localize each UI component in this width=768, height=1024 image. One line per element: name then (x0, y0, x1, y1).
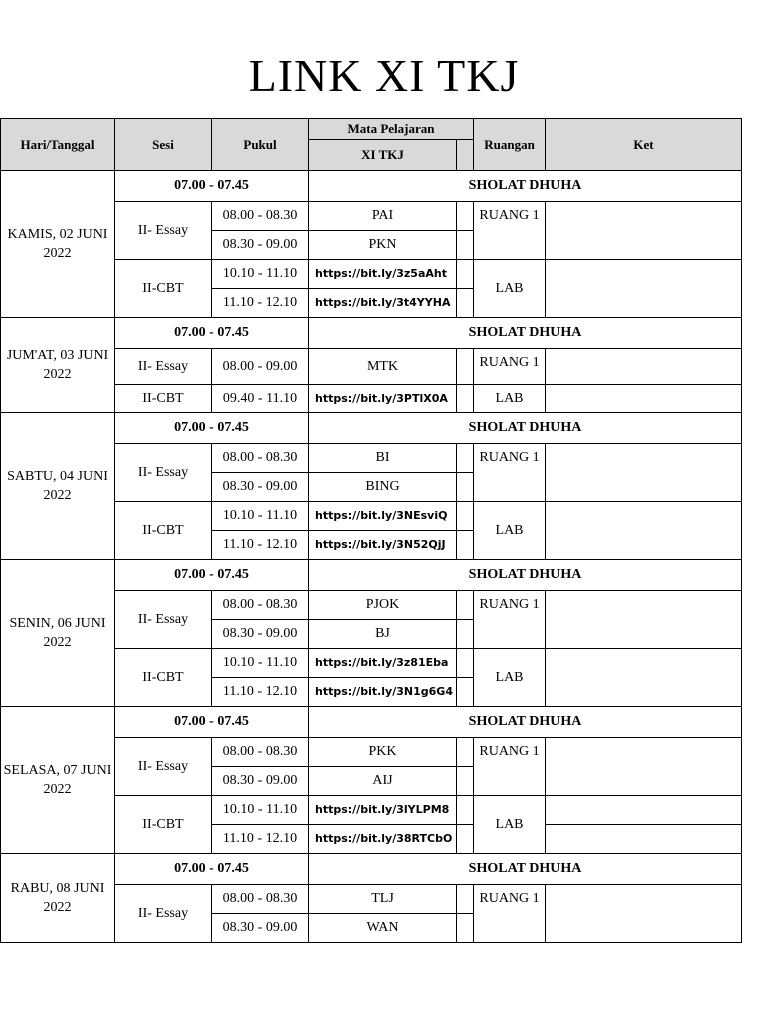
header-ruangan: Ruangan (474, 119, 546, 171)
day-label: SELASA, 07 JUNI 2022 (1, 707, 115, 854)
spacer-cell (457, 885, 474, 914)
dhuha-time: 07.00 - 07.45 (115, 413, 309, 444)
dhuha-time: 07.00 - 07.45 (115, 560, 309, 591)
session-time: 08.30 - 09.00 (212, 767, 309, 796)
subject: PKN (309, 231, 457, 260)
day-label: JUM'AT, 03 JUNI 2022 (1, 318, 115, 413)
spacer-cell (457, 649, 474, 678)
spacer-cell (457, 260, 474, 289)
spacer-cell (457, 531, 474, 560)
session-time: 08.00 - 08.30 (212, 444, 309, 473)
subject: WAN (309, 914, 457, 943)
ket-cell (546, 385, 742, 413)
spacer-cell (457, 591, 474, 620)
ket-cell (546, 825, 742, 854)
day-label: KAMIS, 02 JUNI 2022 (1, 171, 115, 318)
spacer-cell (457, 385, 474, 413)
spacer-cell (457, 444, 474, 473)
session-time: 10.10 - 11.10 (212, 796, 309, 825)
subject: PKK (309, 738, 457, 767)
session-time: 08.00 - 08.30 (212, 885, 309, 914)
session-time: 08.00 - 08.30 (212, 202, 309, 231)
subject: BING (309, 473, 457, 502)
schedule-table (0, 118, 742, 943)
ket-cell (546, 738, 742, 796)
header-ket: Ket (546, 119, 742, 171)
dhuha-activity: SHOLAT DHUHA (309, 707, 742, 738)
ket-cell (546, 649, 742, 707)
dhuha-activity: SHOLAT DHUHA (309, 171, 742, 202)
header-pukul: Pukul (212, 119, 309, 171)
ket-cell (546, 502, 742, 560)
session-time: 11.10 - 12.10 (212, 825, 309, 854)
room-cbt: LAB (474, 260, 546, 318)
page-title: LINK XI TKJ (248, 50, 520, 101)
sesi-essay: II- Essay (115, 738, 212, 796)
sesi-cbt: II-CBT (115, 502, 212, 560)
spacer-cell (457, 620, 474, 649)
ket-cell (546, 591, 742, 649)
session-time: 11.10 - 12.10 (212, 531, 309, 560)
session-time: 09.40 - 11.10 (212, 385, 309, 413)
spacer-cell (457, 914, 474, 943)
ket-cell (546, 885, 742, 943)
header-hari: Hari/Tanggal (1, 119, 115, 171)
session-time: 10.10 - 11.10 (212, 502, 309, 531)
header-spacer (457, 140, 474, 171)
spacer-cell (457, 349, 474, 385)
dhuha-time: 07.00 - 07.45 (115, 854, 309, 885)
room-cbt: LAB (474, 796, 546, 854)
session-time: 11.10 - 12.10 (212, 289, 309, 318)
exam-link[interactable]: https://bit.ly/38RTCbO (309, 825, 457, 854)
ket-cell (546, 349, 742, 385)
room-essay: RUANG 1 (474, 738, 546, 796)
room-essay: RUANG 1 (474, 591, 546, 649)
session-time: 11.10 - 12.10 (212, 678, 309, 707)
session-time: 08.30 - 09.00 (212, 620, 309, 649)
exam-link[interactable]: https://bit.ly/3t4YYHA (309, 289, 457, 318)
header-mapel: Mata Pelajaran (309, 119, 474, 140)
exam-link[interactable]: https://bit.ly/3N1g6G4 (309, 678, 457, 707)
sesi-essay: II- Essay (115, 444, 212, 502)
spacer-cell (457, 502, 474, 531)
room-essay: RUANG 1 (474, 444, 546, 502)
ket-cell (546, 260, 742, 318)
room-essay: RUANG 1 (474, 202, 546, 260)
session-time: 08.00 - 08.30 (212, 591, 309, 620)
session-time: 08.30 - 09.00 (212, 231, 309, 260)
session-time: 08.30 - 09.00 (212, 914, 309, 943)
subject: MTK (309, 349, 457, 385)
sesi-essay: II- Essay (115, 349, 212, 385)
dhuha-activity: SHOLAT DHUHA (309, 854, 742, 885)
day-label: RABU, 08 JUNI 2022 (1, 854, 115, 943)
spacer-cell (457, 473, 474, 502)
dhuha-activity: SHOLAT DHUHA (309, 318, 742, 349)
day-label: SABTU, 04 JUNI 2022 (1, 413, 115, 560)
dhuha-activity: SHOLAT DHUHA (309, 413, 742, 444)
spacer-cell (457, 796, 474, 825)
sesi-essay: II- Essay (115, 591, 212, 649)
spacer-cell (457, 231, 474, 260)
dhuha-time: 07.00 - 07.45 (115, 707, 309, 738)
exam-link[interactable]: https://bit.ly/3z5aAht (309, 260, 457, 289)
ket-cell (546, 796, 742, 825)
exam-link[interactable]: https://bit.ly/3z81Eba (309, 649, 457, 678)
subject: PAI (309, 202, 457, 231)
dhuha-time: 07.00 - 07.45 (115, 318, 309, 349)
sesi-cbt: II-CBT (115, 796, 212, 854)
session-time: 08.00 - 08.30 (212, 738, 309, 767)
session-time: 08.30 - 09.00 (212, 473, 309, 502)
sesi-cbt: II-CBT (115, 385, 212, 413)
dhuha-time: 07.00 - 07.45 (115, 171, 309, 202)
session-time: 08.00 - 09.00 (212, 349, 309, 385)
exam-link[interactable]: https://bit.ly/3PTlX0A (309, 385, 457, 413)
sesi-essay: II- Essay (115, 202, 212, 260)
spacer-cell (457, 738, 474, 767)
subject: BJ (309, 620, 457, 649)
room-cbt: LAB (474, 385, 546, 413)
room-essay: RUANG 1 (474, 349, 546, 385)
sesi-essay: II- Essay (115, 885, 212, 943)
subject: AIJ (309, 767, 457, 796)
day-label: SENIN, 06 JUNI 2022 (1, 560, 115, 707)
exam-link[interactable]: https://bit.ly/3lYLPM8 (309, 796, 457, 825)
spacer-cell (457, 825, 474, 854)
room-cbt: LAB (474, 649, 546, 707)
session-time: 10.10 - 11.10 (212, 260, 309, 289)
sesi-cbt: II-CBT (115, 260, 212, 318)
room-essay: RUANG 1 (474, 885, 546, 943)
header-kelas: XI TKJ (309, 140, 457, 171)
subject: BI (309, 444, 457, 473)
ket-cell (546, 444, 742, 502)
dhuha-activity: SHOLAT DHUHA (309, 560, 742, 591)
exam-link[interactable]: https://bit.ly/3NEsviQ (309, 502, 457, 531)
exam-link[interactable]: https://bit.ly/3N52QjJ (309, 531, 457, 560)
sesi-cbt: II-CBT (115, 649, 212, 707)
spacer-cell (457, 678, 474, 707)
spacer-cell (457, 767, 474, 796)
subject: PJOK (309, 591, 457, 620)
room-cbt: LAB (474, 502, 546, 560)
session-time: 10.10 - 11.10 (212, 649, 309, 678)
spacer-cell (457, 202, 474, 231)
ket-cell (546, 202, 742, 260)
subject: TLJ (309, 885, 457, 914)
header-sesi: Sesi (115, 119, 212, 171)
spacer-cell (457, 289, 474, 318)
